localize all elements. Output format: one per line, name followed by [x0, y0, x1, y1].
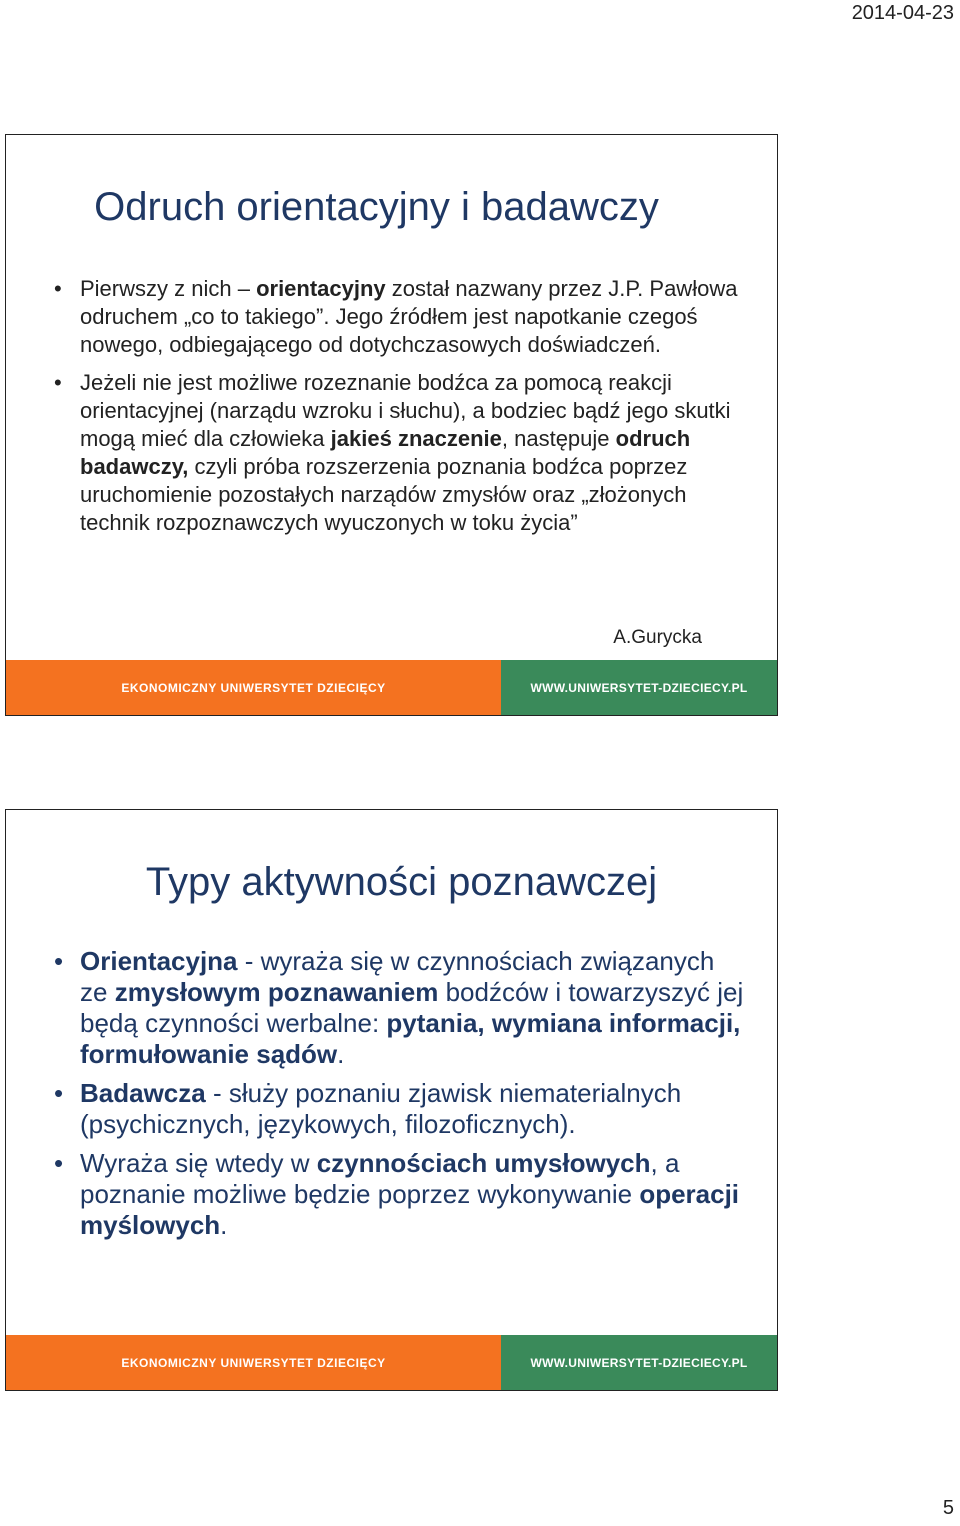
- bullet-list: [54, 275, 745, 547]
- emphasis-text: operacji myślowych: [80, 1179, 740, 1240]
- list-item: [54, 1148, 745, 1241]
- body-text: - wyraża się w czynnościach związanych ze: [80, 946, 715, 1007]
- list-item: [54, 275, 745, 359]
- body-text: Jeżeli nie jest możliwe rozeznanie bodźca za pomocą reakcji orientacyjnej (narządu wzroku i słuchu), a bodziec bądź jego skutki mogą mieć dla człowieka: [80, 370, 731, 451]
- emphasis-text: Orientacyjna: [80, 946, 238, 976]
- list-item: [54, 1078, 745, 1140]
- slide-footer: [6, 1335, 777, 1390]
- body-text: , a poznanie możliwe będzie poprzez wykonywanie: [80, 1148, 680, 1209]
- body-text: Pierwszy z nich –: [80, 276, 257, 301]
- body-text: Wyraża się wtedy w: [80, 1148, 317, 1178]
- emphasis-text: Badawcza: [80, 1078, 206, 1108]
- body-text: .: [337, 1039, 345, 1069]
- body-text: czyli próba rozszerzenia poznania bodźca poprzez uruchomienie pozostałych narządów zmysłów oraz „złożonych technik rozpoznawczych wyuczonych w toku życia”: [80, 454, 688, 535]
- body-text: , następuje: [501, 426, 616, 451]
- slide-typy-aktywnosci: [5, 809, 778, 1391]
- emphasis-text: jakieś znaczenie: [330, 426, 502, 451]
- body-text: - służy poznaniu zjawisk niematerialnych (psychicznych, językowych, filozoficznych).: [80, 1078, 682, 1139]
- emphasis-text: czynnościach umysłowych: [316, 1148, 651, 1178]
- author-credit: A.Gurycka: [613, 627, 702, 648]
- bullet-list: [54, 946, 745, 1249]
- footer-website-link[interactable]: WWW.UNIWERSYTET-DZIECIECY.PL: [501, 660, 777, 715]
- footer-website-link[interactable]: WWW.UNIWERSYTET-DZIECIECY.PL: [501, 1335, 777, 1390]
- list-item: [54, 946, 745, 1070]
- body-text: został nazwany przez J.P. Pawłowa odruchem „co to takiego”. Jego źródłem jest napotkanie czegoś nowego, odbiegającego od dotychczasowych doświadczeń.: [80, 276, 738, 357]
- footer-university-name: EKONOMICZNY UNIWERSYTET DZIECIĘCY: [6, 1335, 501, 1390]
- slide-footer: [6, 660, 777, 715]
- body-text: .: [220, 1210, 228, 1240]
- footer-university-name: EKONOMICZNY UNIWERSYTET DZIECIĘCY: [6, 660, 501, 715]
- emphasis-text: zmysłowym poznawaniem: [114, 977, 439, 1007]
- emphasis-text: pytania, wymiana informacji, formułowanie sądów: [80, 1008, 741, 1069]
- page-number: 5: [942, 1497, 954, 1519]
- emphasis-text: odruch badawczy,: [80, 426, 691, 479]
- slide-odruch: [5, 134, 778, 716]
- slide-title: Typy aktywności poznawczej: [145, 860, 658, 904]
- body-text: bodźców i towarzyszyć jej będą czynności werbalne:: [80, 977, 744, 1038]
- emphasis-text: orientacyjny: [256, 276, 386, 301]
- page-date: 2014-04-23: [851, 2, 954, 24]
- list-item: [54, 369, 745, 537]
- slide-title: Odruch orientacyjny i badawczy: [94, 185, 659, 229]
